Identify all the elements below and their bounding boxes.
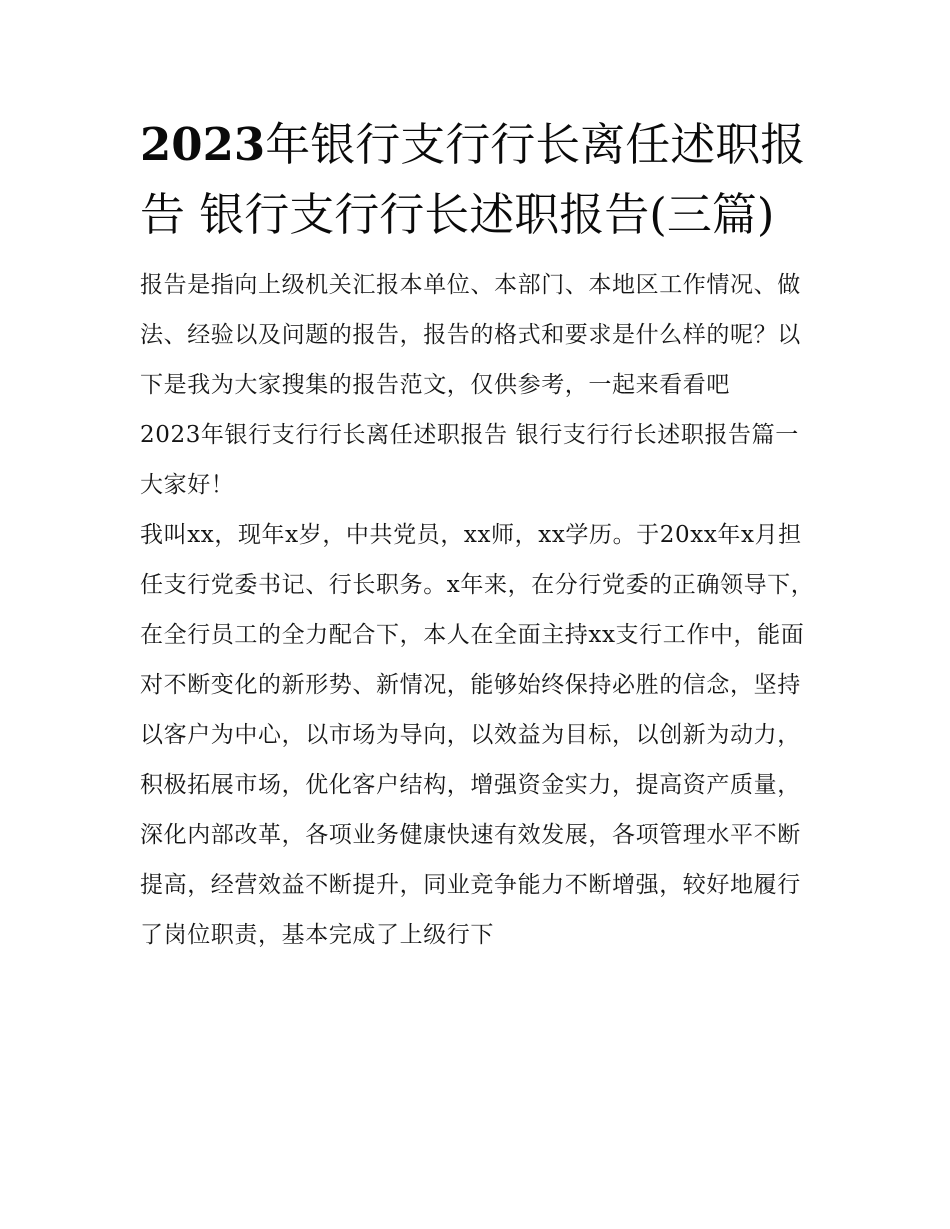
title-text: 年银行支行行长离任述职报告 银行支行行长述职报告(三篇) bbox=[140, 118, 806, 241]
document-page bbox=[140, 110, 820, 960]
document-body bbox=[140, 260, 820, 960]
intro-paragraph: 报告是指向上级机关汇报本单位、本部门、本地区工作情况、做法、经验以及问题的报告，报告的格式和要求是什么样的呢？以下是我为大家搜集的报告范文，仅供参考，一起来看看吧 bbox=[140, 272, 801, 398]
section-heading: 2023年银行支行行长离任述职报告 银行支行行长述职报告篇一 大家好！ bbox=[140, 422, 799, 498]
title-year: 2023 bbox=[140, 118, 266, 171]
body-paragraph: 我叫xx，现年x岁，中共党员，xx师，xx学历。于20xx年x月担任支行党委书记、行长职务。x年来，在分行党委的正确领导下，在全行员工的全力配合下，本人在全面主持xx支行工作中，能面对不断变化的新形势、新情况，能够始终保持必胜的信念，坚持以客户为中心，以市场为导向，以效益为目标，以创新为动力，积极拓展市场，优化客户结构，增强资金实力，提高资产质量，深化内部改革，各项业务健康快速有效发展，各项管理水平不断提高，经营效益不断提升，同业竞争能力不断增强，较好地履行了岗位职责，基本完成了上级行下 bbox=[140, 522, 815, 948]
document-title bbox=[140, 110, 820, 250]
